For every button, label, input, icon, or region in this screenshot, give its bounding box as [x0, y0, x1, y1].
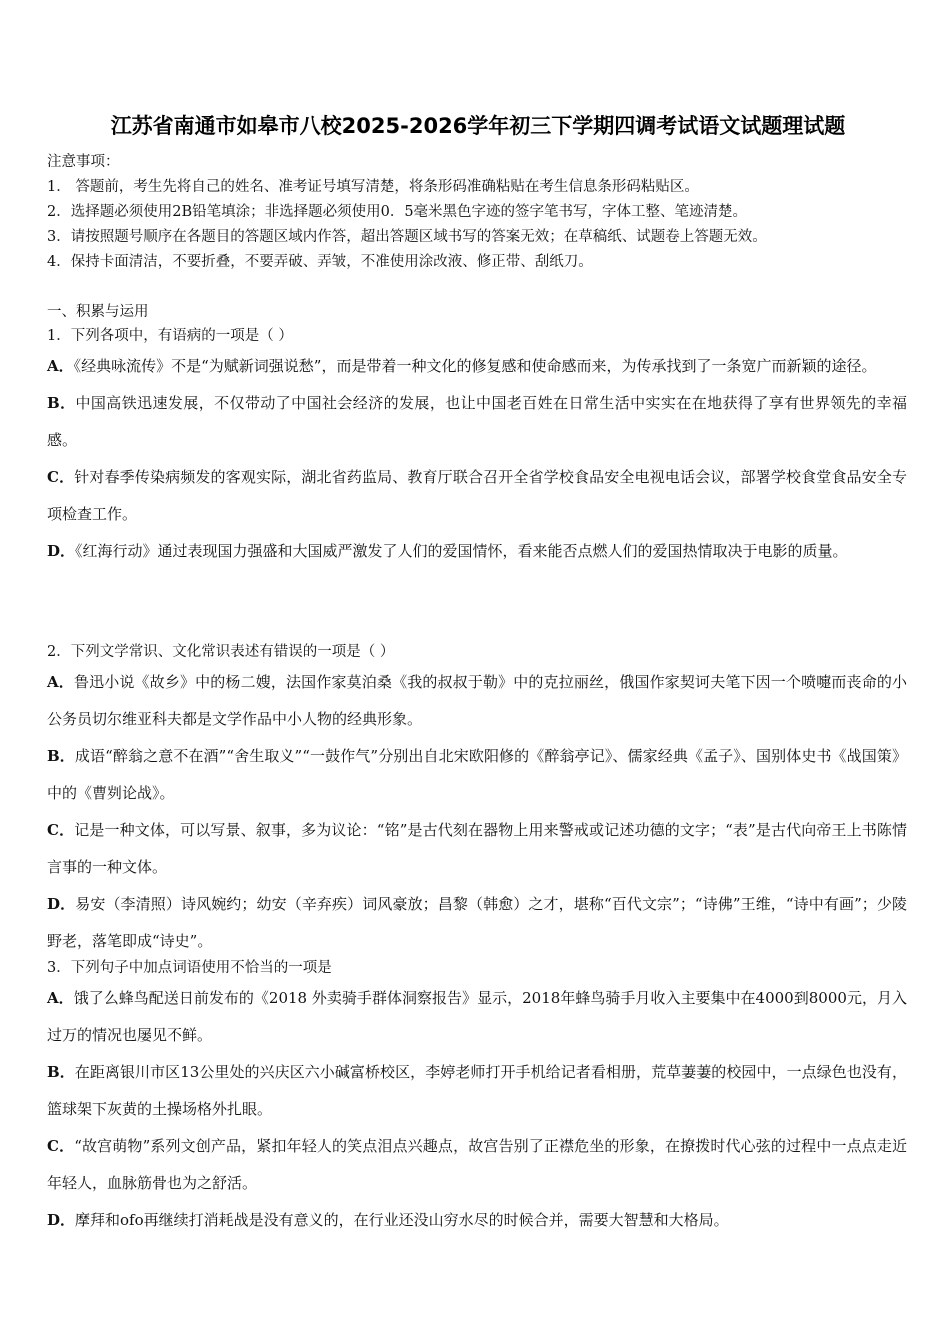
option-letter: D．	[47, 895, 76, 913]
option-letter: B．	[47, 394, 76, 412]
option-letter: C．	[47, 821, 75, 839]
question-stem: 1．下列各项中，有语病的一项是（ ）	[47, 328, 293, 344]
option-b	[47, 1054, 907, 1128]
option-text: 《经典咏流传》不是“为赋新词强说愁”，而是带着一种文化的修复感和使命感而来，为传承找到了一条宽广而新颖的途径。	[73, 357, 877, 375]
option-letter: C．	[47, 1137, 75, 1155]
option-text: 饿了么蜂鸟配送日前发布的《2018 外卖骑手群体洞察报告》显示，2018年蜂鸟骑手月收入主要集中在4000到8000元，月入过万的情况也屡见不鲜。	[47, 989, 908, 1044]
option-text: 摩拜和ofo再继续打消耗战是没有意义的，在行业还没山穷水尽的时候合并，需要大智慧和大格局。	[75, 1211, 729, 1229]
option-text: 鲁迅小说《故乡》中的杨二嫂，法国作家莫泊桑《我的叔叔于勒》中的克拉丽丝，俄国作家契诃夫笔下因一个喷嚏而丧命的小公务员切尔维亚科夫都是文学作品中小人物的经典形象。	[47, 673, 907, 728]
question-3	[47, 956, 907, 1239]
notes-heading: 注意事项：	[47, 154, 120, 170]
option-letter: A．	[47, 989, 74, 1007]
note-item: 2．选择题必须使用2B铅笔填涂；非选择题必须使用0．5毫米黑色字迹的签字笔书写，字体工整、笔迹清楚。	[47, 204, 748, 220]
option-c	[47, 812, 907, 886]
note-item: 3．请按照题号顺序在各题目的答题区域内作答，超出答题区域书写的答案无效；在草稿纸、试题卷上答题无效。	[47, 229, 767, 245]
option-text: 成语“醉翁之意不在酒”“舍生取义”“一鼓作气”分别出自北宋欧阳修的《醉翁亭记》、儒家经典《孟子》、国别体史书《战国策》中的《曹刿论战》。	[47, 747, 907, 802]
question-2	[47, 640, 907, 960]
option-text: 记是一种文体，可以写景、叙事，多为议论：“铭”是古代刻在器物上用来警戒或记述功德的文字；“表”是古代向帝王上书陈情言事的一种文体。	[47, 821, 907, 876]
option-text: 在距离银川市区13公里处的兴庆区六小碱富桥校区，李婷老师打开手机给记者看相册，荒草萋萋的校园中，一点绿色也没有，篮球架下灰黄的土操场格外扎眼。	[47, 1063, 907, 1118]
option-letter: D．	[47, 542, 76, 560]
option-text: 《红海行动》通过表现国力强盛和大国威严激发了人们的爱国情怀，看来能否点燃人们的爱国热情取决于电影的质量。	[75, 542, 848, 560]
question-stem: 3．下列句子中加点词语使用不恰当的一项是	[47, 960, 332, 976]
option-b	[47, 385, 907, 459]
option-letter: B．	[47, 747, 75, 765]
page-title: 江苏省南通市如皋市八校2025-2026学年初三下学期四调考试语文试题理试题	[110, 114, 846, 138]
note-item: 1． 答题前，考生先将自己的姓名、准考证号填写清楚，将条形码准确粘贴在考生信息条形码粘贴区。	[47, 179, 699, 195]
option-d	[47, 1202, 907, 1239]
option-c	[47, 1128, 907, 1202]
section-title: 一、积累与运用	[47, 304, 149, 320]
option-letter: A．	[47, 357, 74, 375]
notes-section	[47, 150, 909, 275]
option-text: 中国高铁迅速发展，不仅带动了中国社会经济的发展，也让中国老百姓在日常生活中实实在在地获得了享有世界领先的幸福感。	[47, 394, 907, 449]
option-letter: C．	[47, 468, 75, 486]
option-a	[47, 980, 907, 1054]
option-text: 针对春季传染病频发的客观实际，湖北省药监局、教育厅联合召开全省学校食品安全电视电话会议，部署学校食堂食品安全专项检查工作。	[47, 468, 907, 523]
question-stem: 2．下列文学常识、文化常识表述有错误的一项是（ ）	[47, 644, 395, 660]
option-letter: D．	[47, 1211, 76, 1229]
question-1	[47, 324, 907, 570]
note-item: 4．保持卡面清洁，不要折叠，不要弄破、弄皱，不准使用涂改液、修正带、刮纸刀。	[47, 254, 593, 270]
option-d	[47, 533, 907, 570]
option-text: 易安（李清照）诗风婉约；幼安（辛弃疾）词风豪放；昌黎（韩愈）之才，堪称“百代文宗”；“诗佛”王维，“诗中有画”；少陵野老，落笔即成“诗史”。	[47, 895, 907, 950]
option-letter: B．	[47, 1063, 75, 1081]
option-a	[47, 348, 907, 385]
option-b	[47, 738, 907, 812]
option-c	[47, 459, 907, 533]
option-letter: A．	[47, 673, 74, 691]
option-text: “故宫萌物”系列文创产品，紧扣年轻人的笑点泪点兴趣点，故宫告别了正襟危坐的形象，在撩拨时代心弦的过程中一点点走近年轻人，血脉筋骨也为之舒活。	[47, 1137, 907, 1192]
option-d	[47, 886, 907, 960]
option-a	[47, 664, 907, 738]
